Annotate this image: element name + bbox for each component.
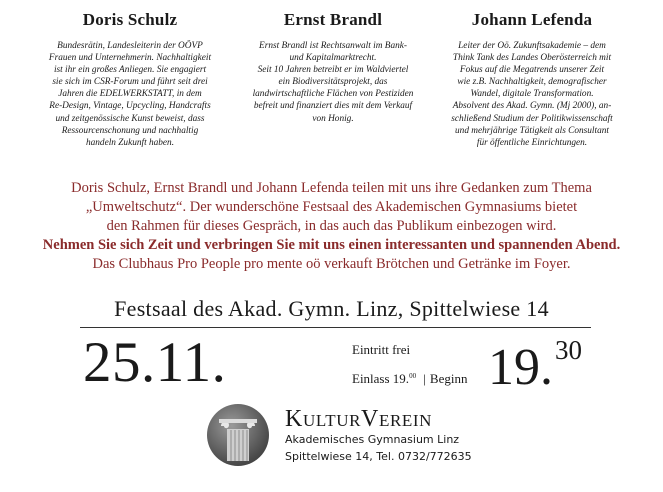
title-part: EREIN [378, 411, 433, 430]
speaker-ernst-brandl [233, 10, 433, 125]
speaker-bio: Leiter der Oö. Zukunftsakademie – dem Think Tank des Landes Oberösterreich mit Fokus auf die Megatrends unserer Zeit wie z.B. Nachhaltigkeit, demografischer Wandel, digitale Transformation. Absolvent des Akad. Gymn. (Mj 2000), an- schließend Studium der Politikwissenschaft und mehrjährige Tätigkeit als Consultant für öffentliche Einrichtungen. [451, 41, 613, 148]
venue-heading: Festsaal des Akad. Gymn. Linz, Spittelwiese 14 [114, 296, 549, 321]
intro-line: Das Clubhaus Pro People pro mente oö verkauft Brötchen und Getränke im Foyer. [92, 256, 571, 272]
start-hour: 19. [488, 339, 553, 396]
organizer-address: Spittelwiese 14, Tel. 0732/772635 [285, 450, 472, 463]
start-minutes: 30 [555, 335, 582, 365]
intro-line-highlight: Nehmen Sie sich Zeit und verbringen Sie mit uns einen interessanten und spannenden Abend. [42, 237, 621, 253]
intro-line: „Umweltschutz“. Der wunderschöne Festsaal des Akademischen Gymnasiums bietet [85, 199, 578, 215]
event-date: 25.11. [83, 331, 227, 394]
speaker-doris-schulz [30, 10, 230, 149]
title-part: ULTUR [302, 411, 362, 430]
speaker-bio: Ernst Brandl ist Rechtsanwalt im Bank- und Kapitalmarktrecht. Seit 10 Jahren betreibt er im Waldviertel ein Biodiversitätsprojekt, das landwirtschaftliche Flächen von Pestiziden befreit und finanziert dies mit dem Verkauf von Honig. [252, 41, 414, 124]
speaker-name: Ernst Brandl [283, 10, 383, 29]
divider [80, 327, 591, 328]
speaker-name: Johann Lefenda [471, 10, 593, 29]
doors-label: Einlass 19. [352, 371, 410, 386]
entry-info: Eintritt frei [352, 342, 411, 357]
ionic-column-icon [207, 404, 269, 466]
start-time [488, 337, 582, 394]
intro-line: den Rahmen für dieses Gespräch, in das auch das Publikum einbezogen wird. [106, 218, 557, 234]
start-label: Beginn [429, 371, 468, 386]
organizer-title [285, 406, 432, 433]
title-initial: V [361, 406, 379, 432]
doors-minutes: 00 [409, 372, 417, 380]
speaker-johann-lefenda [432, 10, 632, 149]
speaker-name: Doris Schulz [82, 10, 178, 29]
organizer-school: Akademisches Gymnasium Linz [285, 433, 460, 446]
doors-info [352, 371, 467, 387]
speakers-section [0, 10, 663, 170]
separator: | [423, 371, 426, 386]
intro-text [0, 179, 663, 274]
speaker-bio: Bundesrätin, Landesleiterin der OÖVP Frauen und Unternehmerin. Nachhaltigkeit ist ihr ein großes Anliegen. Sie engagiert sie sich im CSR-Forum und führt seit drei Jahren die EDELWERKSTATT, in dem Re-Design, Vintage, Upcycling, Handcrafts und zeitgenössische Kunst beweist, dass Ressourcenschonung und nachhaltig handeln Zukunft haben. [48, 41, 212, 148]
intro-line: Doris Schulz, Ernst Brandl und Johann Lefenda teilen mit uns ihre Gedanken zum Thema [71, 180, 592, 196]
title-initial: K [285, 406, 303, 432]
